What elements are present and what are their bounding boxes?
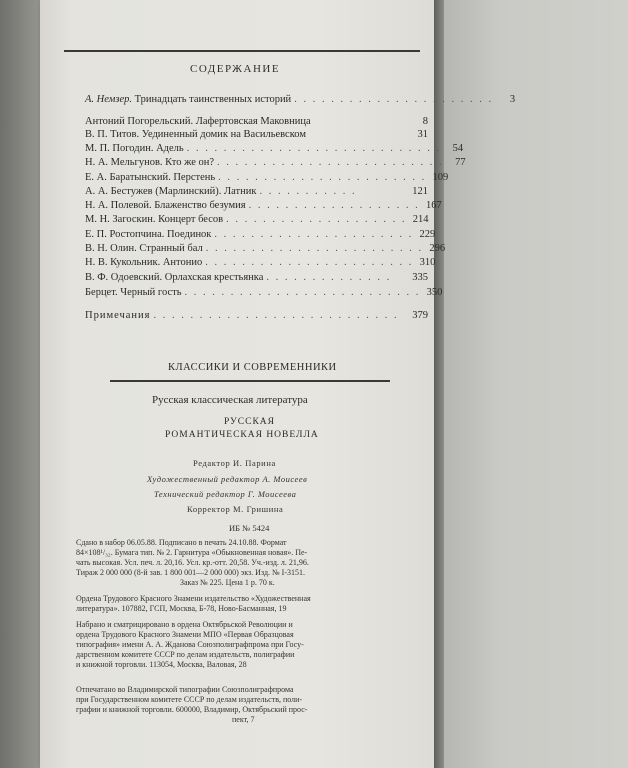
toc-entry: Н. А. Полевой. Блаженство безумия . . . . . . . . . . . . . . . . . . . 167 xyxy=(85,200,442,211)
typeset-line: дарственном комитете СССР по делам издательств, полиграфии xyxy=(76,650,295,659)
toc-entry: М. Н. Загоскин. Концерт бесов . . . . . . . . . . . . . . . . . . . . 214 xyxy=(85,214,429,225)
printed-line: при Государственном комитете СССР по делам издательств, поли- xyxy=(76,695,303,704)
toc-entry-page: 31 xyxy=(417,129,428,140)
toc-entry: М. П. Погодин. Адель . . . . . . . . . . . . . . . . . . . . . . . . . . . . 54 xyxy=(85,143,464,154)
toc-heading: СОДЕРЖАНИЕ xyxy=(190,63,281,75)
series-title: КЛАССИКИ И СОВРЕМЕННИКИ xyxy=(168,362,337,373)
toc-entry: В. Ф. Одоевский. Орлахская крестьянка . . . . . . . . . . . . . . 335 xyxy=(85,272,428,283)
series-rule xyxy=(110,380,390,382)
subseries-title: Русская классическая литература xyxy=(152,394,308,406)
ib-number: ИБ № 5424 xyxy=(229,523,270,533)
toc-entry-page: 335 xyxy=(412,272,428,283)
book-title-line-1: РУССКАЯ xyxy=(224,417,275,427)
toc-entry-page: 229 xyxy=(419,229,436,240)
typeset-line: и книжной торговли. 113054, Москва, Валовая, 28 xyxy=(76,660,247,669)
toc-entry-title: М. П. Погодин. Адель xyxy=(85,143,184,154)
toc-entry-title: В. Ф. Одоевский. Орлахская крестьянка xyxy=(85,272,264,283)
toc-entry-title: М. Н. Загоскин. Концерт бесов xyxy=(85,214,224,225)
tech-line: Заказ № 225. Цена 1 р. 70 к. xyxy=(180,578,275,587)
credit-proofreader: Корректор М. Гришина xyxy=(187,504,284,514)
toc-entry: А. Немзер. Тринадцать таинственных историй . . . . . . . . . . . . . . . . . . . . . . 3 xyxy=(85,94,516,105)
toc-entry-page: 296 xyxy=(429,243,446,254)
tech-line: чать высокая. Усл. печ. л. 20,16. Усл. кр.-отт. 20,58. Уч.-изд. л. 21,96. xyxy=(76,558,309,567)
toc-entry-page: 109 xyxy=(432,172,449,183)
top-rule xyxy=(64,50,420,52)
credit-tech-editor: Технический редактор Г. Моисеева xyxy=(154,489,297,499)
printed-line: Отпечатано во Владимирской типографии Союзполиграфпрома xyxy=(76,685,294,694)
toc-entry-title: Тринадцать таинственных историй xyxy=(134,94,292,105)
printed-line: графии и книжной торговли. 600000, Владимир, Октябрьский прос- xyxy=(76,705,308,714)
tech-line: 84×108¹/₃₂. Бумага тип. № 2. Гарнитура «Обыкновенная новая». Пе- xyxy=(76,548,308,557)
publisher-line: Ордена Трудового Красного Знамени издательство «Художественная xyxy=(76,594,311,603)
toc-entry: Берцет. Черный гость . . . . . . . . . . . . . . . . . . . . . . . . . . 350 xyxy=(85,287,443,298)
toc-entry-page: 350 xyxy=(426,287,443,298)
tech-line: Сдано в набор 06.05.88. Подписано в печать 24.10.88. Формат xyxy=(76,538,287,547)
toc-entry: Примечания . . . . . . . . . . . . . . . . . . . . . . . . . . . 379 xyxy=(85,310,428,321)
toc-entry-page: 121 xyxy=(412,186,428,197)
toc-entry: Е. П. Ростопчина. Поединок . . . . . . . . . . . . . . . . . . . . . . 229 xyxy=(85,229,436,240)
toc-entry-title: Е. А. Баратынский. Перстень xyxy=(85,172,216,183)
toc-entry-title: Примечания xyxy=(85,310,151,321)
toc-entry-title: Антоний Погорельский. Лафертовская Маковница xyxy=(85,116,311,127)
toc-entry: В. Н. Олин. Странный бал . . . . . . . . . . . . . . . . . . . . . . . . 296 xyxy=(85,243,446,254)
toc-entry-title: Берцет. Черный гость xyxy=(85,287,182,298)
toc-entry xyxy=(85,129,428,144)
toc-entry-title: А. А. Бестужев (Марлинский). Латник xyxy=(85,186,257,197)
toc-entry-page: 77 xyxy=(455,157,466,168)
toc-entry-page: 310 xyxy=(419,257,436,268)
toc-entry: Н. В. Кукольник. Антонио . . . . . . . . . . . . . . . . . . . . . . . 310 xyxy=(85,257,436,268)
toc-entry-title: Н. А. Мельгунов. Кто же он? xyxy=(85,157,215,168)
toc-entry-page: 8 xyxy=(422,116,428,127)
typeset-line: ордена Трудового Красного Знамени МПО «Первая Образцовая xyxy=(76,630,294,639)
toc-entry-author: А. Немзер. xyxy=(85,94,132,105)
credit-art-editor: Художественный редактор А. Моисеев xyxy=(147,474,308,484)
left-page-edge xyxy=(0,0,44,768)
publisher-line: литература». 107882, ГСП, Москва, Б-78, Ново-Басманная, 19 xyxy=(76,604,287,613)
toc-entry-title: Н. А. Полевой. Блаженство безумия xyxy=(85,200,246,211)
facing-page xyxy=(444,0,628,768)
typeset-line: Набрано и сматрицировано в ордена Октябрьской Революции и xyxy=(76,620,293,629)
toc-entry: Е. А. Баратынский. Перстень . . . . . . . . . . . . . . . . . . . . . . . 109 xyxy=(85,172,449,183)
toc-entry-title: Е. П. Ростопчина. Поединок xyxy=(85,229,212,240)
toc-entry-page: 379 xyxy=(412,310,428,321)
toc-entry: А. А. Бестужев (Марлинский). Латник . . . . . . . . . . . 121 xyxy=(85,186,428,197)
toc-entry-page: 3 xyxy=(509,94,516,105)
credit-editor: Редактор И. Парина xyxy=(193,458,276,468)
toc-entry-page: 54 xyxy=(452,143,464,154)
typeset-line: типография» имени А. А. Жданова Союзполиграфпрома при Госу- xyxy=(76,640,304,649)
tech-line: Тираж 2 000 000 (8-й зав. 1 800 001—2 000 000) экз. Изд. № I-3151. xyxy=(76,568,306,577)
book-gutter xyxy=(434,0,444,768)
toc-entry-page: 214 xyxy=(412,214,429,225)
toc-entry-page: 167 xyxy=(425,200,442,211)
toc-entry-title: Н. В. Кукольник. Антонио xyxy=(85,257,203,268)
printed-line: пект, 7 xyxy=(232,715,255,724)
toc-entry: Н. А. Мельгунов. Кто же он? . . . . . . . . . . . . . . . . . . . . . . . . . 77 xyxy=(85,157,466,168)
toc-entry-title: В. Н. Олин. Странный бал xyxy=(85,243,203,254)
toc-entry-title: В. П. Титов. Уединенный домик на Васильевском xyxy=(85,129,306,140)
book-title-line-2: РОМАНТИЧЕСКАЯ НОВЕЛЛА xyxy=(165,430,319,440)
